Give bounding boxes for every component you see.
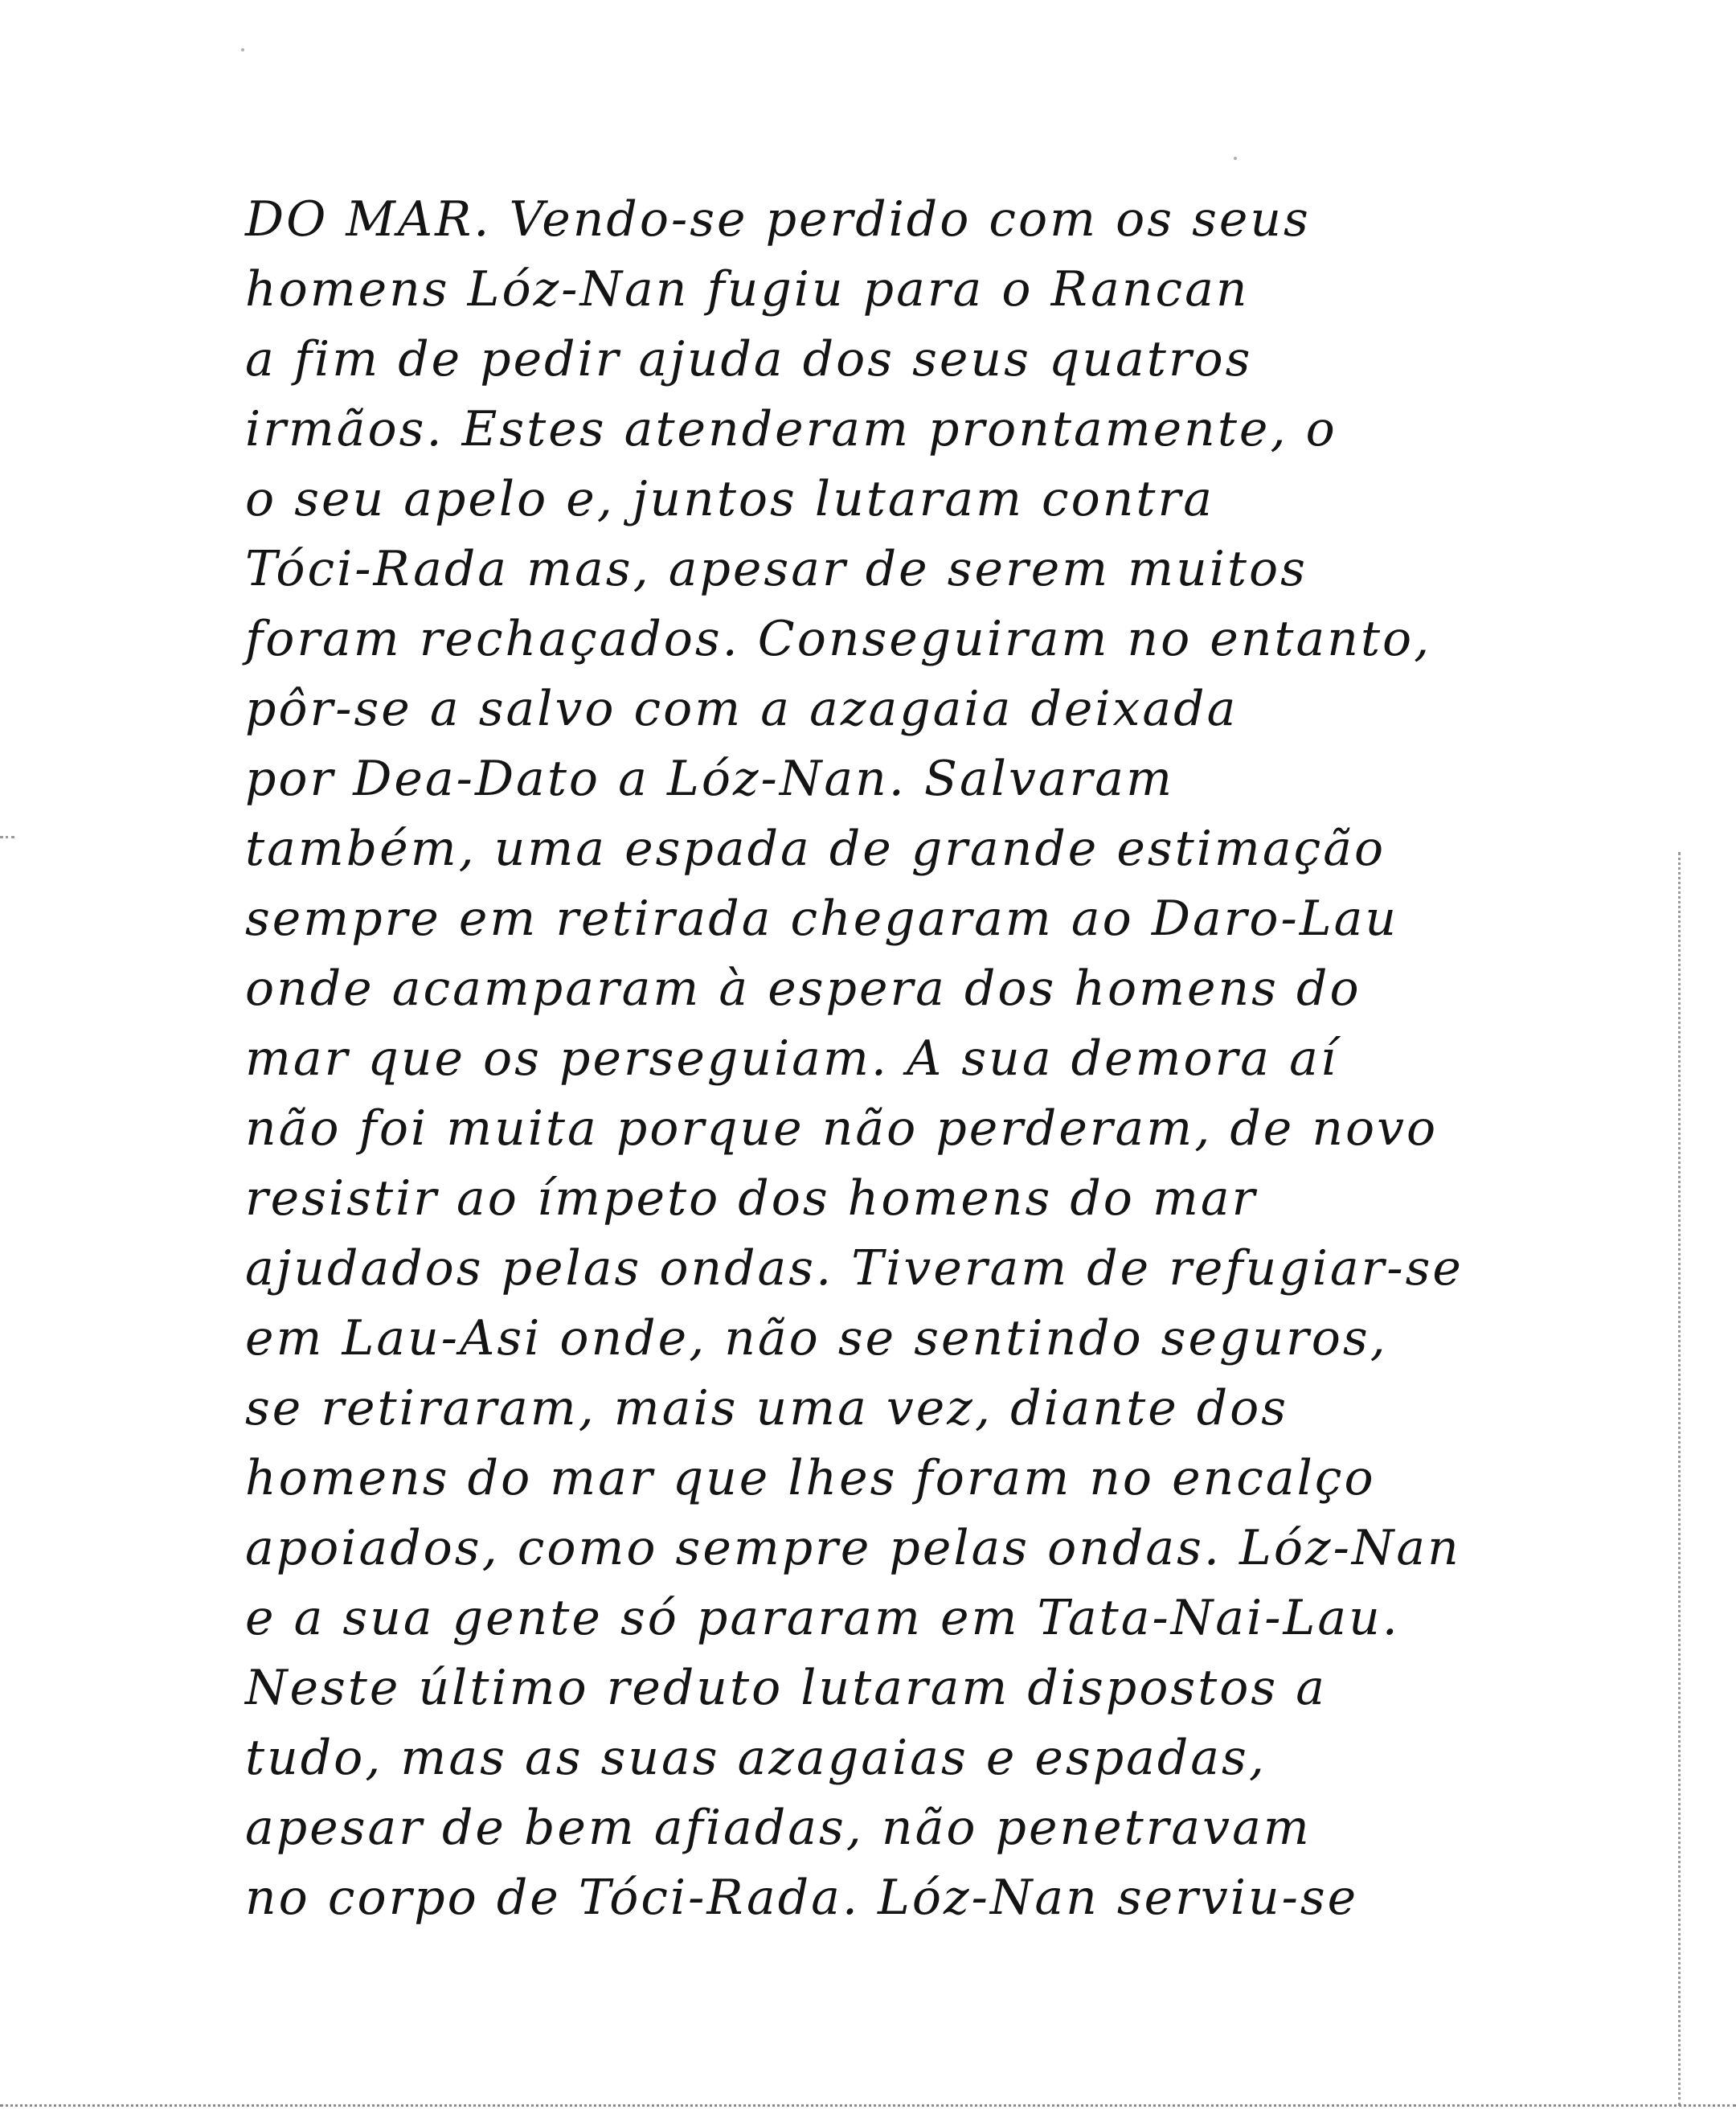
- text-line: apesar de bem afiadas, não penetravam: [245, 1800, 1312, 1856]
- text-line: sempre em retirada chegaram ao Daro-Lau: [245, 891, 1399, 947]
- text-line: resistir ao ímpeto dos homens do mar: [245, 1170, 1258, 1227]
- text-line: homens do mar que lhes foram no encalço: [245, 1450, 1376, 1506]
- text-line: e a sua gente só pararam em Tata-Nai-Lau.: [245, 1590, 1400, 1646]
- text-line: ajudados pelas ondas. Tiveram de refugiar-se: [245, 1240, 1464, 1297]
- text-line: DO MAR. Vendo-se perdido com os seus: [245, 191, 1311, 248]
- text-line: também, uma espada de grande estimação: [245, 821, 1386, 877]
- scan-speck: [241, 48, 244, 51]
- scan-speck: [1234, 157, 1237, 160]
- text-line: homens Lóz-Nan fugiu para o Rancan: [245, 261, 1250, 317]
- text-line: a fim de pedir ajuda dos seus quatros: [245, 331, 1253, 387]
- text-line: apoiados, como sempre pelas ondas. Lóz-Nan: [245, 1520, 1461, 1576]
- text-line: Tóci-Rada mas, apesar de serem muitos: [245, 541, 1308, 597]
- text-line: foram rechaçados. Conseguiram no entanto,: [245, 611, 1432, 667]
- text-line: não foi muita porque não perderam, de novo: [245, 1100, 1439, 1157]
- text-line: se retiraram, mais uma vez, diante dos: [245, 1380, 1289, 1436]
- scan-edge-bottom: [0, 2104, 1736, 2107]
- text-line: no corpo de Tóci-Rada. Lóz-Nan serviu-se: [245, 1870, 1359, 1926]
- text-line: por Dea-Dato a Lóz-Nan. Salvaram: [245, 751, 1174, 807]
- handwritten-text: [245, 185, 1676, 1933]
- text-line: tudo, mas as suas azagaias e espadas,: [245, 1730, 1267, 1786]
- text-line: pôr-se a salvo com a azagaia deixada: [245, 681, 1239, 737]
- scan-edge-vertical: [1678, 852, 1681, 2106]
- text-line: irmãos. Estes atenderam prontamente, o: [245, 401, 1337, 457]
- text-line: o seu apelo e, juntos lutaram contra: [245, 471, 1214, 527]
- scan-mark-left: [0, 836, 14, 838]
- text-line: Neste último reduto lutaram dispostos a: [245, 1660, 1327, 1716]
- text-line: onde acamparam à espera dos homens do: [245, 961, 1361, 1017]
- text-line: em Lau-Asi onde, não se sentindo seguros,: [245, 1310, 1388, 1366]
- text-line: mar que os perseguiam. A sua demora aí: [245, 1030, 1339, 1087]
